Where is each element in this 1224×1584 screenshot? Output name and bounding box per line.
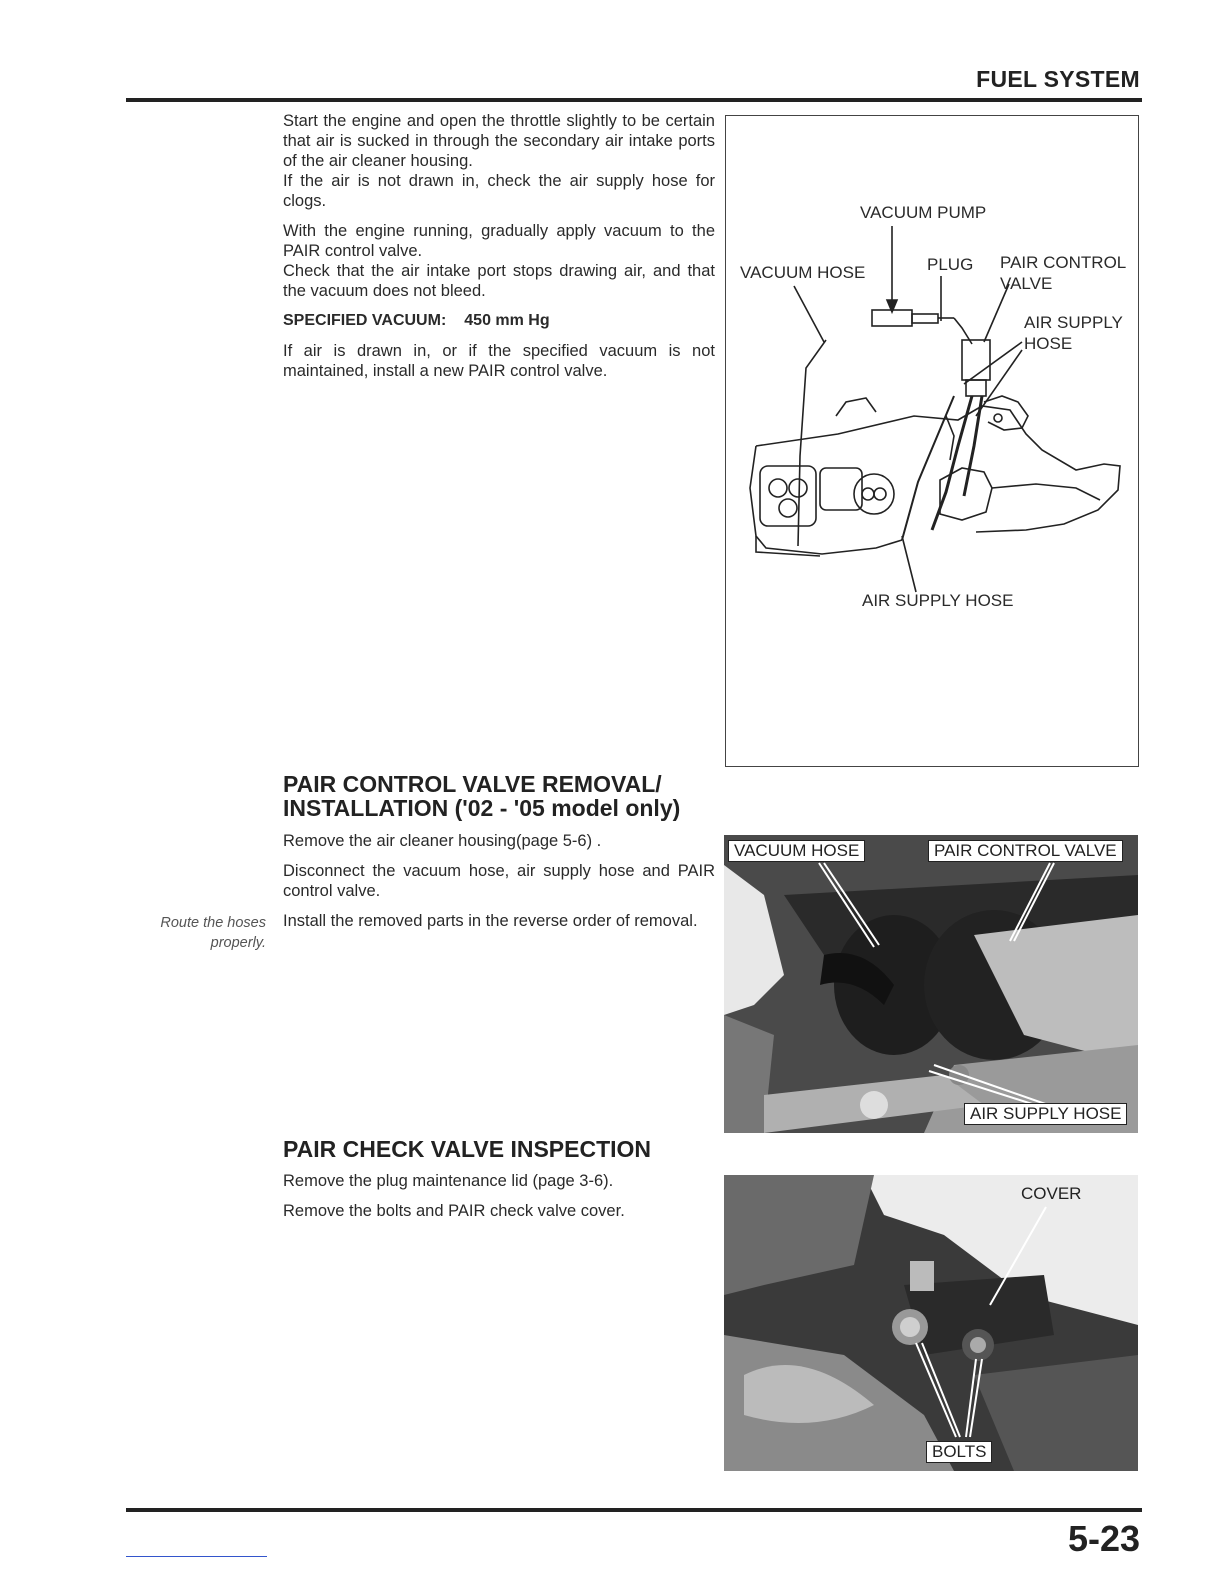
photo1-label-air-supply-hose: AIR SUPPLY HOSE: [964, 1103, 1127, 1125]
section-header-title: FUEL SYSTEM: [976, 66, 1140, 92]
photo-pair-check-valve-image: [724, 1175, 1138, 1471]
check-paragraph: Remove the plug maintenance lid (page 3-6).: [283, 1172, 614, 1190]
removal-paragraph: Install the removed parts in the reverse order of removal.: [283, 912, 698, 930]
photo-pair-control-valve: [724, 835, 1138, 1133]
photo-pair-check-valve: [724, 1175, 1138, 1471]
label-vacuum-hose: VACUUM HOSE: [740, 263, 866, 282]
footer-link-line: [126, 1556, 267, 1557]
check-section-title: PAIR CHECK VALVE INSPECTION: [283, 1136, 652, 1162]
label-pair-control-valve: PAIR CONTROL VALVE: [1000, 253, 1127, 293]
side-note: Route the hoses properly.: [160, 915, 266, 951]
footer-rule: [126, 1508, 1142, 1512]
specified-vacuum: SPECIFIED VACUUM: 450 mm Hg: [283, 312, 550, 329]
label-vacuum-pump: VACUUM PUMP: [860, 203, 987, 222]
check-paragraph: Remove the bolts and PAIR check valve cover.: [283, 1202, 625, 1220]
intro-paragraph: Start the engine and open the throttle slightly to be certain that air is sucked in through the secondary air intake ports of the air cleaner housing. If the air is not drawn in, check the air supply hose for clogs.: [283, 112, 715, 210]
page-number: 5-23: [1067, 1518, 1140, 1559]
label-air-supply-hose-upper: AIR SUPPLY HOSE: [1024, 313, 1123, 353]
label-plug: PLUG: [927, 255, 974, 274]
header-rule: [126, 98, 1142, 102]
pair-system-diagram: [725, 115, 1139, 767]
photo2-label-cover: COVER: [1021, 1184, 1082, 1203]
check-text: [283, 1171, 715, 1231]
photo1-label-vacuum-hose: VACUUM HOSE: [728, 840, 865, 862]
intro-text: [283, 111, 715, 391]
removal-section-title: PAIR CONTROL VALVE REMOVAL/ INSTALLATION ('02 - '05 model only): [283, 771, 681, 821]
photo-pair-control-valve-image: [724, 835, 1138, 1133]
label-air-supply-hose-lower: AIR SUPPLY HOSE: [862, 591, 1014, 610]
photo2-label-bolts: BOLTS: [926, 1441, 992, 1463]
intro-paragraph: With the engine running, gradually apply vacuum to the PAIR control valve. Check that the air intake port stops drawing air, and that the vacuum does not bleed.: [283, 222, 715, 300]
intro-paragraph: If air is drawn in, or if the specified vacuum is not maintained, install a new PAIR control valve.: [283, 342, 715, 380]
removal-paragraph: Disconnect the vacuum hose, air supply hose and PAIR control valve.: [283, 862, 715, 900]
photo1-label-pair-control-valve: PAIR CONTROL VALVE: [928, 840, 1123, 862]
removal-text: [283, 831, 715, 941]
removal-paragraph: Remove the air cleaner housing(page 5-6) .: [283, 832, 602, 850]
